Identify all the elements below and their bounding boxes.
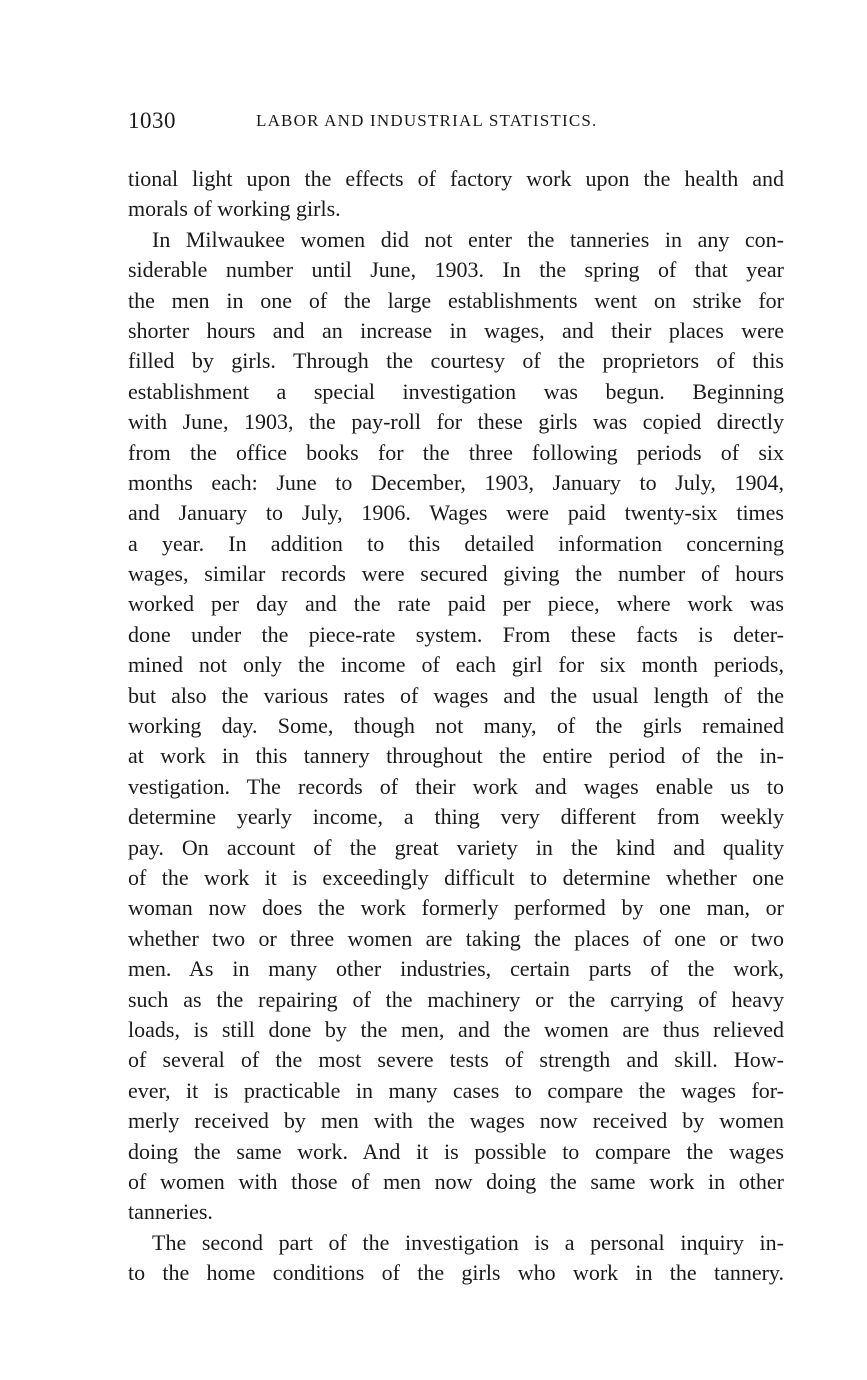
text-line: morals of working girls. [128, 196, 341, 222]
text-line: such as the repairing of the machinery or the carrying of heavy [128, 986, 784, 1012]
text-line: a year. In addition to this detailed information concerning [128, 530, 784, 556]
running-head: LABOR AND INDUSTRIAL STATISTICS. [256, 111, 598, 130]
text-line: determine yearly income, a thing very different from weekly [128, 804, 784, 830]
paragraph [128, 225, 784, 1228]
text-line: woman now does the work formerly performed by one man, or [128, 895, 784, 921]
text-line: siderable number until June, 1903. In the spring of that year [128, 257, 784, 283]
text-line: working day. Some, though not many, of the girls remained [128, 713, 784, 739]
text-line: with June, 1903, the pay-roll for these girls was copied directly [128, 409, 784, 435]
text-line: of the work it is exceedingly difficult to determine whether one [128, 864, 784, 890]
text-line: at work in this tannery throughout the entire period of the in- [128, 743, 784, 769]
text-line: of women with those of men now doing the same work in other [128, 1168, 784, 1194]
text-line: but also the various rates of wages and the usual length of the [128, 682, 784, 708]
text-line: shorter hours and an increase in wages, and their places were [128, 317, 784, 343]
text-line: merly received by men with the wages now received by women [128, 1108, 784, 1134]
text-line: and January to July, 1906. Wages were paid twenty-six times [128, 500, 784, 526]
page-number: 1030 [128, 108, 176, 133]
text-line: men. As in many other industries, certain parts of the work, [128, 956, 784, 982]
text-line: wages, similar records were secured giving the number of hours [128, 561, 784, 587]
text-line: pay. On account of the great variety in the kind and quality [128, 834, 784, 860]
text-line: the men in one of the large establishments went on strike for [128, 287, 784, 313]
body-text [128, 164, 784, 1288]
text-line: vestigation. The records of their work and wages enable us to [128, 773, 784, 799]
text-line: filled by girls. Through the courtesy of the proprietors of this [128, 348, 784, 374]
text-line: The second part of the investigation is a personal inquiry in- [152, 1229, 784, 1255]
paragraph [128, 164, 784, 225]
text-line: establishment a special investigation was begun. Beginning [128, 378, 784, 404]
text-line: whether two or three women are taking the places of one or two [128, 925, 784, 951]
text-line: loads, is still done by the men, and the women are thus relieved [128, 1016, 784, 1042]
text-line: mined not only the income of each girl for six month periods, [128, 652, 784, 678]
text-line: of several of the most severe tests of strength and skill. How- [128, 1047, 784, 1073]
text-line: done under the piece-rate system. From these facts is deter- [128, 621, 784, 647]
text-line: to the home conditions of the girls who work in the tannery. [128, 1260, 784, 1286]
text-line: tional light upon the effects of factory work upon the health and [128, 166, 784, 191]
paragraph [128, 1228, 784, 1289]
text-line: worked per day and the rate paid per piece, where work was [128, 591, 784, 617]
text-line: ever, it is practicable in many cases to compare the wages for- [128, 1077, 784, 1103]
text-line: from the office books for the three following periods of six [128, 439, 784, 465]
text-line: tanneries. [128, 1199, 213, 1225]
text-line: months each: June to December, 1903, January to July, 1904, [128, 469, 784, 495]
text-line: In Milwaukee women did not enter the tanneries in any con- [152, 226, 784, 252]
text-line: doing the same work. And it is possible to compare the wages [128, 1138, 784, 1164]
page-header [128, 108, 778, 138]
